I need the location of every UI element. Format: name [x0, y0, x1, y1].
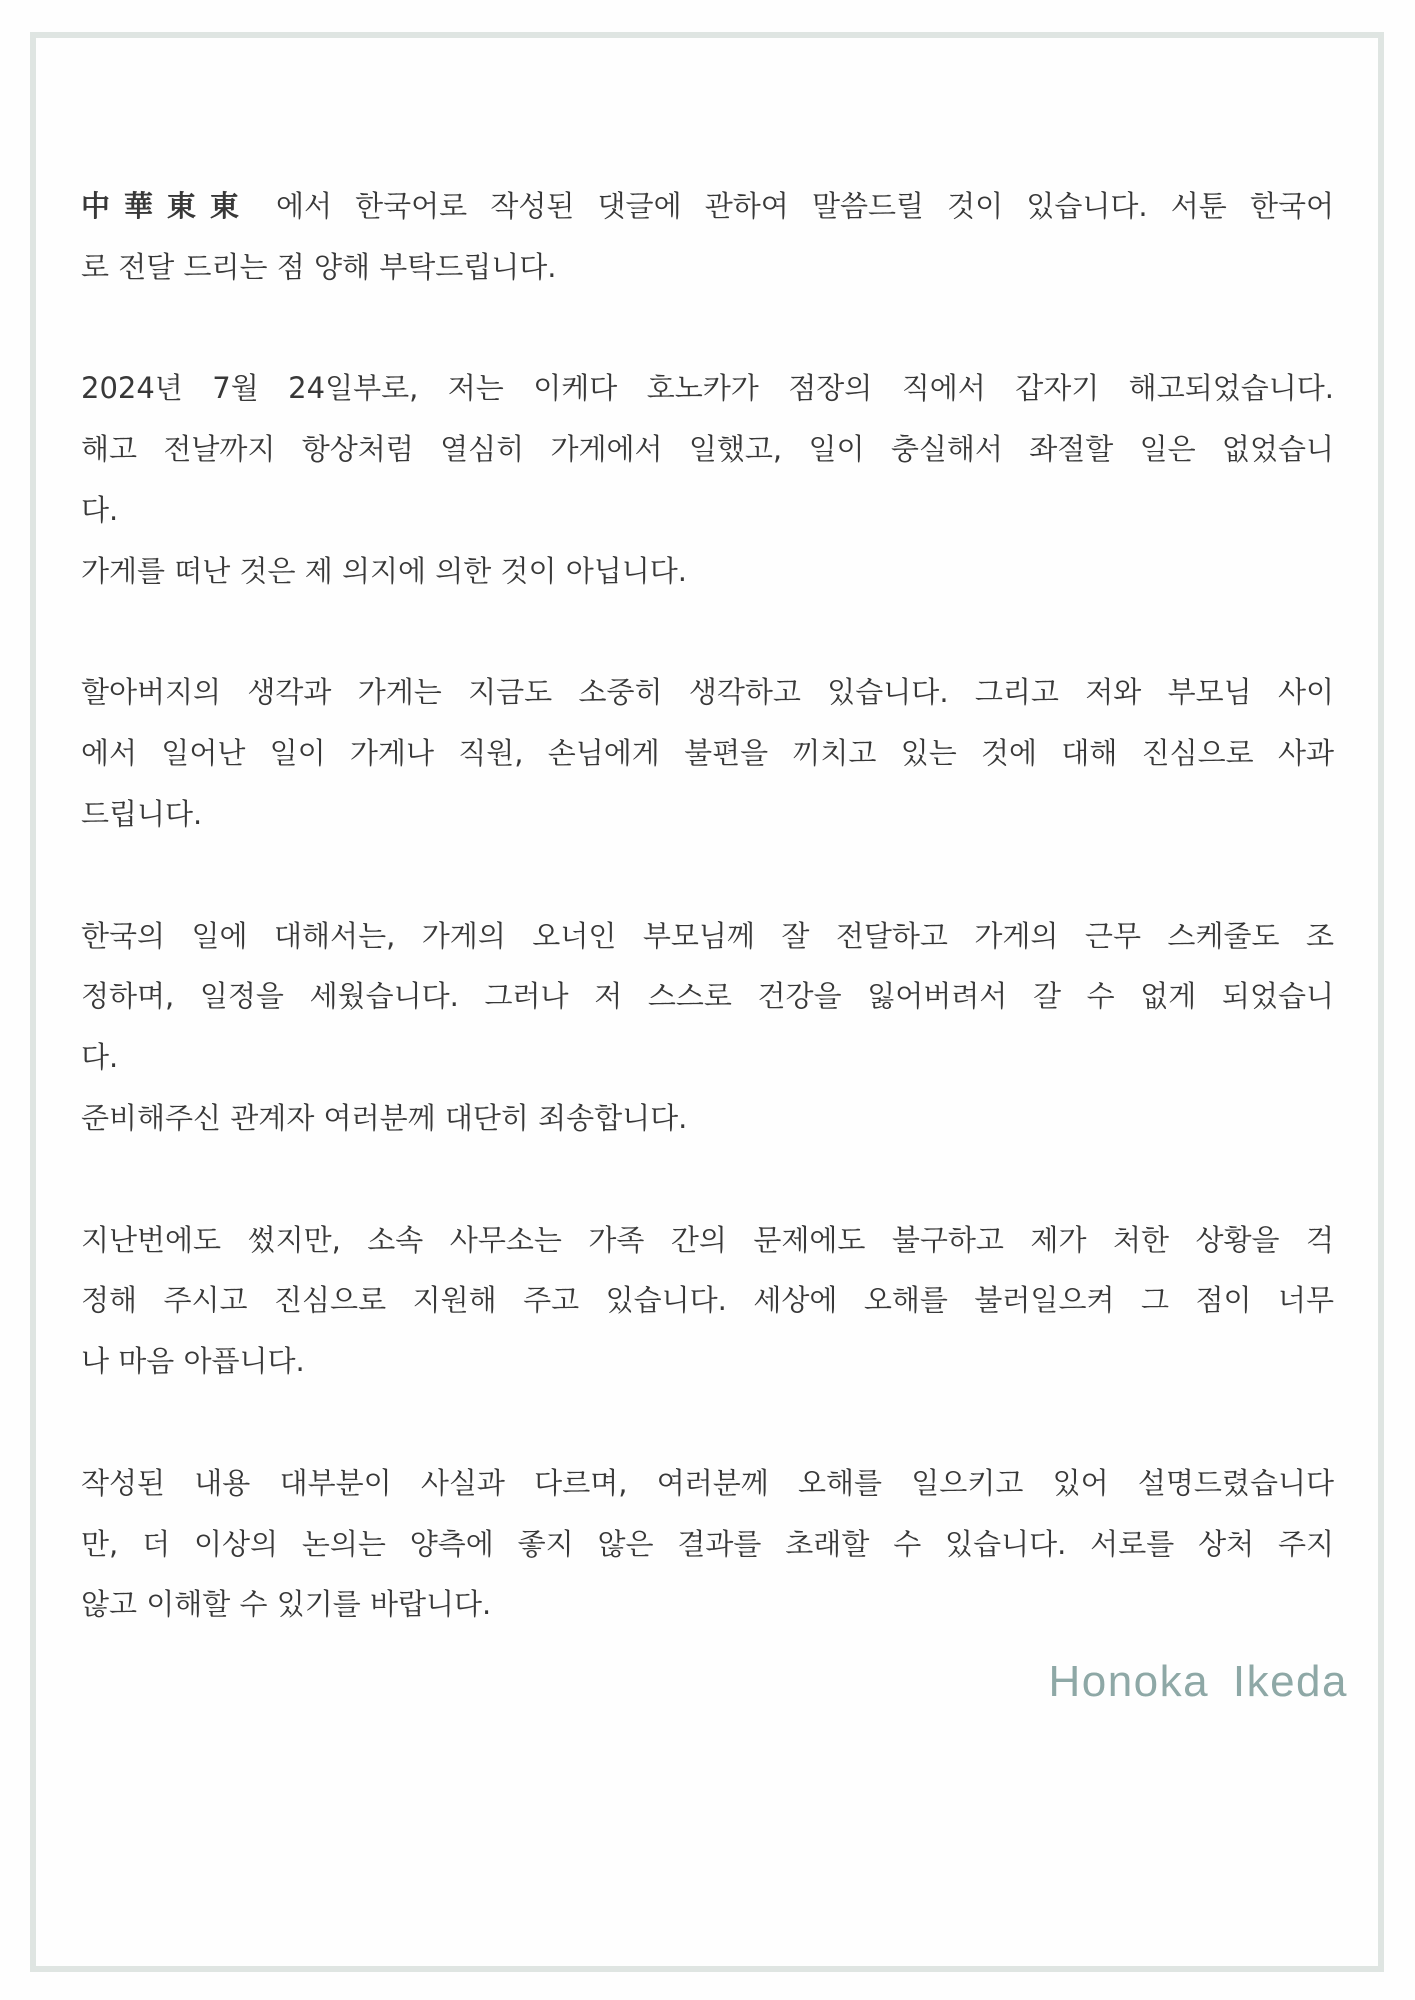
line-text: 에서 한국어로 작성된 댓글에 관하여 말씀드릴 것이 있습니다. 서툰 한국어	[275, 189, 1334, 223]
letter-line: 준비해주신 관계자 여러분께 대단히 죄송합니다.	[81, 1100, 688, 1135]
letter-line: 나 마음 아픕니다.	[81, 1344, 305, 1379]
letter-line: 작성된 내용 대부분이 사실과 다르며, 여러분께 오해를 일으키고 있어 설명드렸습니다	[81, 1465, 1334, 1500]
letter-line: 만, 더 이상의 논의는 양측에 좋지 않은 결과를 초래할 수 있습니다. 서로를 상처 주지	[81, 1526, 1334, 1561]
bold-name: 中華東東	[81, 189, 253, 223]
letter-line: 한국의 일에 대해서는, 가게의 오너인 부모님께 잘 전달하고 가게의 근무 스케줄도 조	[81, 918, 1334, 953]
paragraph	[81, 1210, 1334, 1392]
letter-line: 로 전달 드리는 점 양해 부탁드립니다.	[81, 249, 557, 284]
letter-line: 정하며, 일정을 세웠습니다. 그러나 저 스스로 건강을 잃어버려서 갈 수 없게 되었습니	[81, 979, 1334, 1014]
letter-line: 지난번에도 썼지만, 소속 사무소는 가족 간의 문제에도 불구하고 제가 처한 상황을 걱	[81, 1222, 1334, 1257]
paragraph	[81, 662, 1334, 844]
letter-line: 해고 전날까지 항상처럼 열심히 가게에서 일했고, 일이 충실해서 좌절할 일은 없었습니	[81, 432, 1334, 467]
letter-line: 다.	[81, 492, 119, 527]
paragraph	[81, 358, 1334, 601]
letter-body	[81, 176, 1334, 1635]
letter-line: 2024년 7월 24일부로, 저는 이케다 호노카가 점장의 직에서 갑자기 해고되었습니다.	[81, 371, 1334, 406]
signature: Honoka Ikeda	[1048, 1657, 1348, 1706]
paragraph-opening	[81, 176, 1334, 298]
letter-line: 않고 이해할 수 있기를 바랍니다.	[81, 1587, 492, 1622]
letter-line: 드립니다.	[81, 796, 203, 831]
letter-line: 정해 주시고 진심으로 지원해 주고 있습니다. 세상에 오해를 불러일으켜 그 점이 너무	[81, 1283, 1334, 1318]
letter-line: 가게를 떠난 것은 제 의지에 의한 것이 아닙니다.	[81, 553, 688, 588]
paragraph	[81, 1453, 1334, 1635]
letter-line: 다.	[81, 1040, 119, 1075]
letter-line	[81, 176, 1334, 237]
letter-line: 할아버지의 생각과 가게는 지금도 소중히 생각하고 있습니다. 그리고 저와 부모님 사이	[81, 675, 1334, 710]
letter-line: 에서 일어난 일이 가게나 직원, 손님에게 불편을 끼치고 있는 것에 대해 진심으로 사과	[81, 736, 1334, 771]
paragraph	[81, 906, 1334, 1149]
